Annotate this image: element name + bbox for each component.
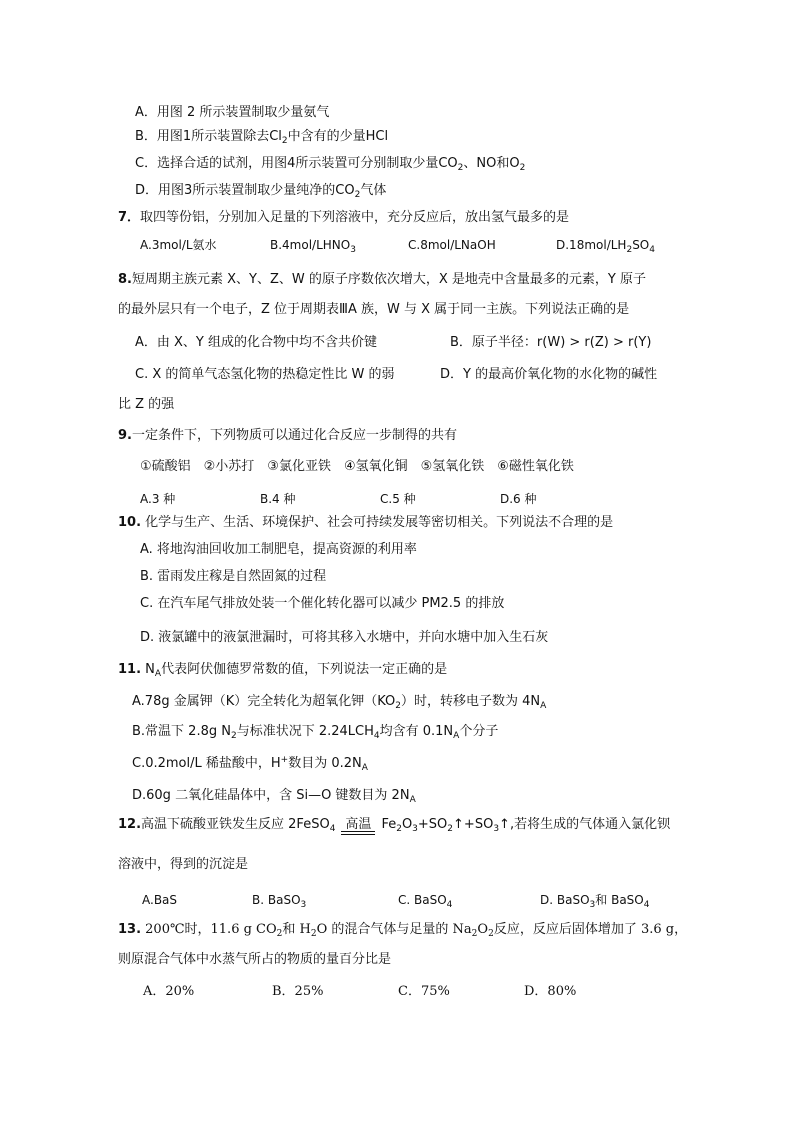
q12-option-b: B. BaSO$_3$ [252,893,307,910]
q13-option-d: D．80% [524,984,577,999]
q13-option-c: C．75% [398,984,450,999]
q7-option-d: $D.18mol/LH_2SO_4$ [556,238,655,255]
q6-option-a: A．用图 2 所示装置制取少量氨气 [135,105,330,120]
q7-option-c: C.8mol/LNaOH [408,238,496,252]
q8-option-c: C. X 的简单气态氢化物的热稳定性比 W 的弱 [135,367,395,382]
q10-option-c: C. 在汽车尾气排放处装一个催化转化器可以减少 PM2.5 的排放 [140,596,505,611]
q8-stem-line2: 的最外层只有一个电子，Z 位于周期表ⅢA 族，W 与 X 属于同一主族。下列说法正确的是 [118,302,630,317]
q11-stem: 11. $N_A$代表阿伏伽德罗常数的值，下列说法一定正确的是 [118,662,448,679]
q8-option-d: D．Y 的最高价氧化物的水化物的碱性 [440,367,658,382]
q9-option-b: B.4 种 [260,492,296,506]
q12-option-d: D. BaSO$_3$和 BaSO$_4$ [540,893,650,910]
q11-option-b: B.常温下 2.8g $N_2$与标准状况下 $2.24LCH_4$均含有 $0.1N_A$个分子 [132,724,499,741]
q11-option-d: D.60g 二氧化硅晶体中，含 Si—O 键数目为 $2N_A$ [132,788,416,805]
q12-option-c: C. BaSO$_4$ [398,893,453,910]
q9-option-c: C.5 种 [380,492,416,506]
q6-option-d: D．用图3所示装置制取少量纯净的$CO_2$气体 [135,183,387,200]
q11-option-a: A.78g 金属钾（K）完全转化为超氧化钾$(KO_2)$时，转移电子数为 $4N_A$ [132,694,547,711]
q6-option-c: C．选择合适的试剂，用图4所示装置可分别制取少量$CO_2$、NO和$O_2$ [135,156,526,173]
q10-option-d: D. 液氯罐中的液氯泄漏时，可将其移入水塘中，并向水塘中加入生石灰 [140,630,549,645]
q13-option-b: B．25% [272,984,324,999]
q8-option-a: A．由 X、Y 组成的化合物中均不含共价键 [135,335,378,350]
q12-stem-line1: 12.高温下硫酸亚铁发生反应 2FeSO$_4$ 高温 $Fe_2O_3+SO_2↑+SO_3↑$,若将生成的气体通入氯化钡 [118,817,671,834]
q12-stem-line2: 溶液中，得到的沉淀是 [118,857,249,872]
q13-stem-line1: 13. 200℃时，11.6 g $CO_2$和 $H_2O$ 的混合气体与足量的 $Na_2O_2$反应，反应后固体增加了 3.6 g， [118,922,688,939]
q8-option-b: B．原子半径：r(W) > r(Z) > r(Y) [450,335,652,350]
q6-option-b: B．用图1所示装置除去$Cl_2$中含有的少量HCl [135,129,389,146]
q9-stem: 9.一定条件下，下列物质可以通过化合反应一步制得的共有 [118,428,457,443]
q13-stem-line2: 则原混合气体中水蒸气所占的物质的量百分比是 [118,952,392,967]
q10-option-b: B. 雷雨发庄稼是自然固氮的过程 [140,569,327,584]
q7-option-a: A.3mol/L氨水 [140,238,217,252]
q7-stem: 7．取四等份铝，分别加入足量的下列溶液中，充分反应后，放出氢气最多的是 [118,210,570,225]
q10-option-a: A. 将地沟油回收加工制肥皂，提高资源的利用率 [140,542,417,557]
q10-stem: 10. 化学与生产、生活、环境保护、社会可持续发展等密切相关。下列说法不合理的是 [118,515,614,530]
q11-option-c: C.0.2mol/L 稀盐酸中，H+数目为 $0.2N_A$ [132,755,368,773]
q9-items: ①硫酸铝 ②小苏打 ③氯化亚铁 ④氢氧化铜 ⑤氢氧化铁 ⑥磁性氧化铁 [140,459,574,474]
q9-option-d: D.6 种 [500,492,537,506]
q13-option-a: A．20% [143,984,195,999]
reaction-condition: 高温 [341,816,375,835]
q12-option-a: A.BaS [142,893,178,907]
q7-option-b: $B.4mol/LHNO_3$ [270,238,356,255]
q9-option-a: A.3 种 [140,492,176,506]
q8-stem-line1: 8.短周期主族元素 X、Y、Z、W 的原子序数依次增大，X 是地壳中含量最多的元素，Y 原子 [118,272,646,287]
q8-option-d-continued: 比 Z 的强 [118,397,175,412]
